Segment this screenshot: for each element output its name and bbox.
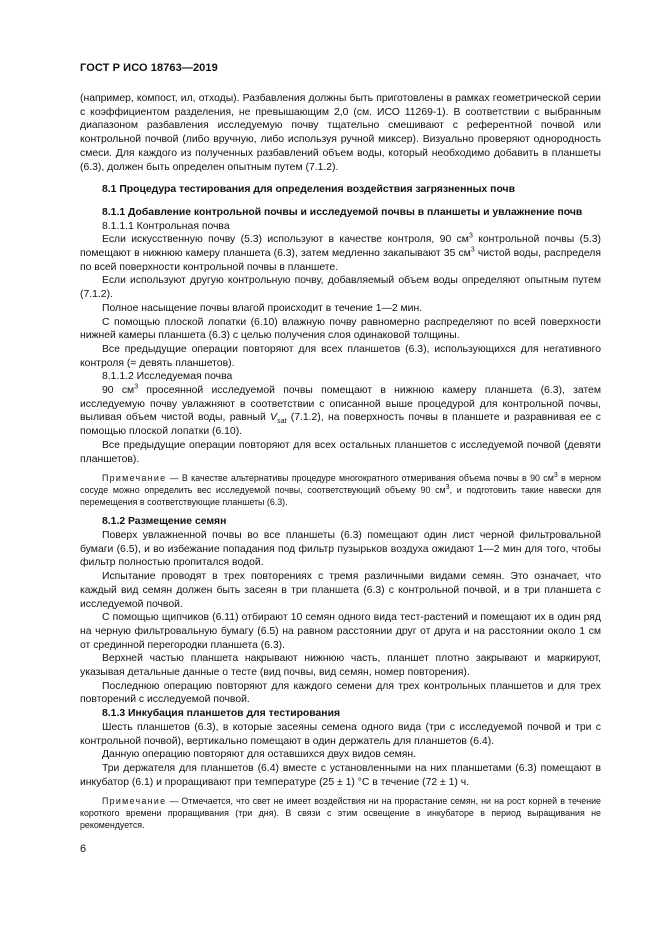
paragraph: С помощью щипчиков (6.11) отбирают 10 семян одного вида тест-растений и помещают их в один ряд на черную фильтровальную бумагу (6.5) на равном расстоянии друг от друга и на расстоянии около 1 см от срединной перегородки планшета (6.3). (80, 612, 601, 651)
subsection-heading-8-1-1-1: 8.1.1.1 Контрольная почва (102, 220, 230, 232)
note: Примечание — Отмечается, что свет не имеет воздействия ни на прорастание семян, ни на рост корней в течение короткого времени проращивания (три дня). В связи с этим освещение в инкубаторе в период выращивания не рекомендуется. (80, 796, 601, 831)
paragraph: (например, компост, ил, отходы). Разбавления должны быть приготовлены в рамках геометрической серии с коэффициентом разделения, не превышающим 2,0 (см. ИСО 11269-1). В соответствии с выбранным диапазоном разбавления исследуемую почву тщательно смешивают с референтной почвой или контрольной почвой (либо вручную, либо используя ручной миксер). Визуально проверяют однородность смеси. Для каждого из полученных разбавлений объем воды, который необходимо добавить в планшеты (6.3), должен быть определен опытным путем (7.1.2). (80, 93, 601, 173)
page-number: 6 (80, 843, 87, 855)
paragraph: Все предыдущие операции повторяют для всех остальных планшетов с исследуемой почвой (девяти планшетов). (80, 439, 601, 465)
section-heading-8-1-3: 8.1.3 Инкубация планшетов для тестирования (102, 708, 341, 720)
paragraph: С помощью плоской лопатки (6.10) влажную почву равномерно распределяют по всей поверхности нижней камеры планшета (6.3) с целью получения слоя одинаковой толщины. (80, 316, 601, 342)
paragraph: 90 $см^3$ просеянной исследуемой почвы помещают в нижнюю камеру планшета (6.3), затем исследуемую почву увлажняют в соответствии с описанной выше процедурой для контрольной почвы, выливая объем чистой воды, равный $V_{sat}$ (7.1.2), на поверхность почвы в планшете и разравнивая ее с помощью плоской лопатки (6.10). (80, 383, 602, 438)
paragraph: Последнюю операцию повторяют для каждого семени для трех контрольных планшетов и для трех повторений с исследуемой почвой. (80, 680, 601, 706)
paragraph: Испытание проводят в трех повторениях с тремя различными видами семян. Это означает, что каждый вид семян должен быть засеян в три планшета (6.3) с контрольной почвой, и в три планшета с исследуемой почвой. (80, 571, 601, 610)
section-heading-8-1: 8.1 Процедура тестирования для определения воздействия загрязненных почв (102, 184, 515, 196)
paragraph: Данную операцию повторяют для оставшихся двух видов семян. (102, 749, 417, 761)
note-label: Примечание (102, 473, 167, 484)
paragraph: Все предыдущие операции повторяют для всех планшетов (6.3), использующихся для негативного контроля (= девять планшетов). (80, 343, 601, 369)
paragraph: Если используют другую контрольную почву, добавляемый объем воды определяют опытным путем (7.1.2). (80, 275, 601, 301)
document-header: ГОСТ Р ИСО 18763—2019 (80, 62, 218, 74)
document-body (80, 92, 601, 838)
paragraph: Три держателя для планшетов (6.4) вместе с установленными на них планшетами (6.3) помещают в инкубатор (6.1) и проращивают при температуре (25 ± 1) °С в течение (72 ± 1) ч. (80, 762, 601, 788)
paragraph: Шесть планшетов (6.3), в которые засеяны семена одного вида (три с исследуемой почвой и три с контрольной почвой), вертикально помещают в один держатель для планшетов (6.4). (80, 721, 601, 747)
paragraph: Полное насыщение почвы влагой происходит в течение 1—2 мин. (102, 302, 423, 314)
paragraph: Если искусственную почву (5.3) используют в качестве контроля, 90 $см^3$ контрольной почвы (5.3) помещают в нижнюю камеру планшета (6.3), затем медленно закапывают 35 $см^3$ чистой воды, распределя по всей поверхности контрольной почвы в планшете. (80, 232, 601, 273)
note: Примечание — В качестве альтернативы процедуре многократного отмеривания объема почвы в 90 $см^3$ в мерном сосуде можно определить вес исследуемой почвы, соответствующий объему 90 $см^3$, и подготовить такие навески для перемещения в соответствующие планшеты (6.3). (80, 472, 602, 508)
section-heading-8-1-1: 8.1.1 Добавление контрольной почвы и исследуемой почвы в планшеты и увлажнение почв (102, 206, 583, 218)
section-heading-8-1-2: 8.1.2 Размещение семян (102, 516, 227, 528)
subsection-heading-8-1-1-2: 8.1.1.2 Исследуемая почва (102, 371, 233, 383)
paragraph: Поверх увлажненной почвы во все планшеты (6.3) помещают один лист черной фильтровальной бумаги (6.5), и во избежание попадания под фильтр пузырьков воздуха ожидают 1—2 мин для того, чтобы фильтр полностью пропитался водой. (80, 529, 601, 569)
paragraph: Верхней частью планшета накрывают нижнюю часть, планшет плотно закрывают и маркируют, указывая детальные данные о тесте (вид почвы, вид семян, номер повторения). (80, 653, 601, 679)
note-label: Примечание (102, 796, 167, 807)
